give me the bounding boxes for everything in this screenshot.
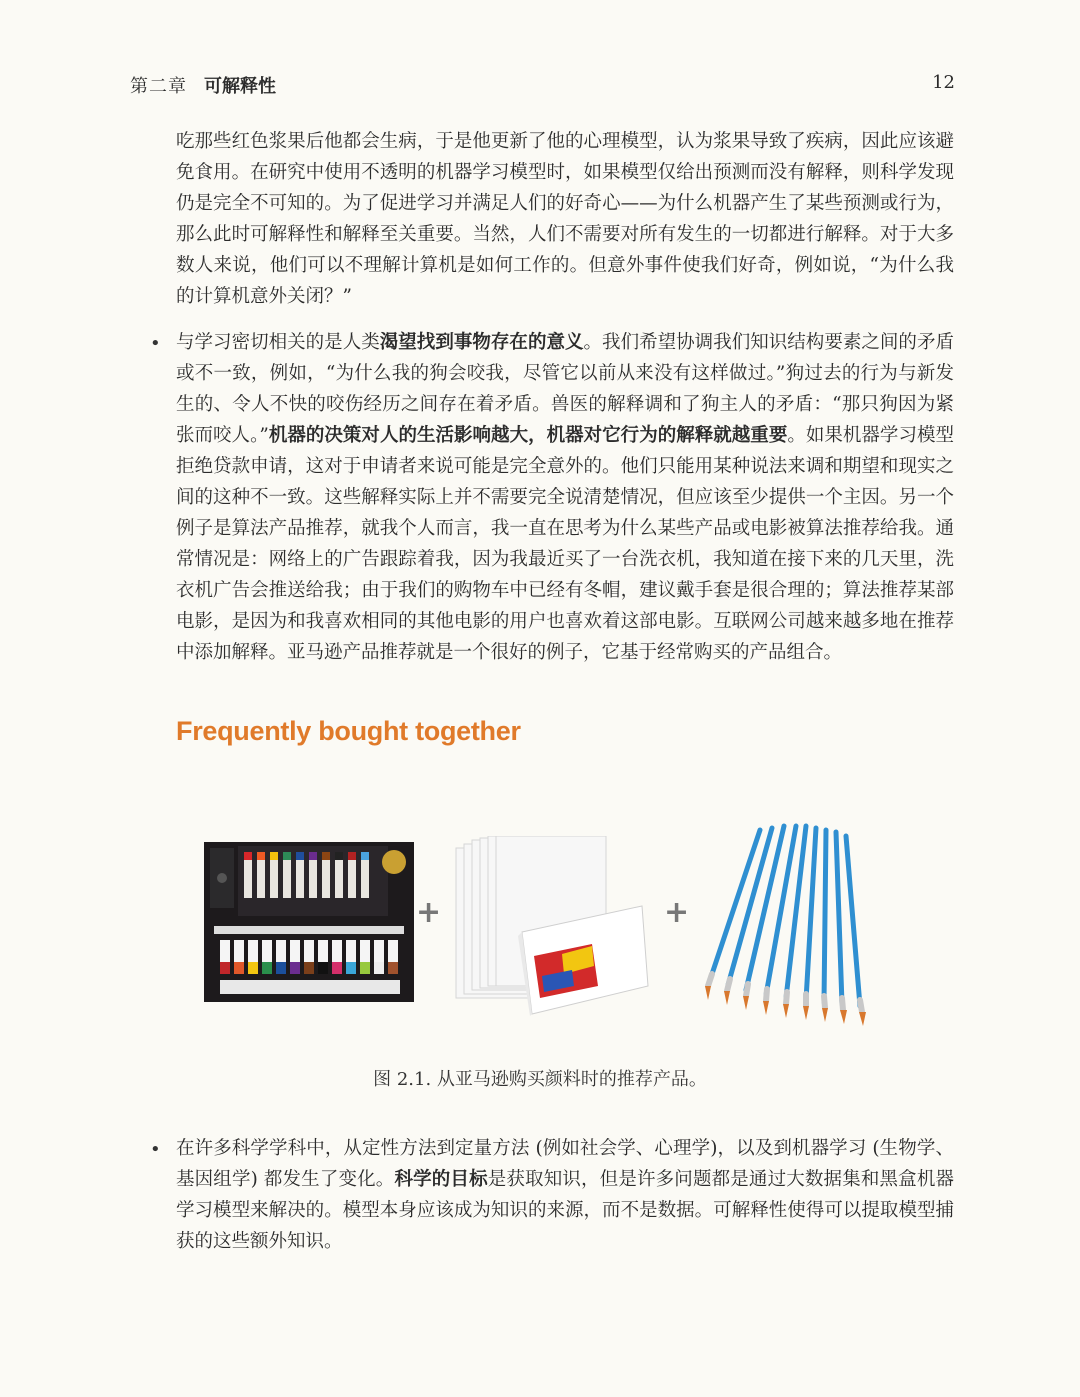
running-header [130, 72, 955, 102]
plus-sign-2: + [664, 895, 690, 930]
chapter-label: 第二章 [130, 76, 187, 97]
chapter-title: 可解释性 [204, 76, 276, 97]
text-run: 在许多科学学科中，从定性方法到定量方法 (例如社会学、心理学)，以及到机器学习 (生物学、基因组学) 都发生了变化。 [176, 1138, 954, 1190]
text-run: 。如果机器学习模型拒绝贷款申请，这对于申请者来说可能是完全意外的。他们只能用某种说法来调和期望和现实之间的这种不一致。这些解释实际上并不需要完全说清楚情况，但应该至少提供一个主因。另一个例子是算法产品推荐，就我个人而言，我一直在思考为什么某些产品或电影被算法推荐给我。通常情况是：网络上的广告跟踪着我，因为我最近买了一台洗衣机，我知道在接下来的几天里，洗衣机广告会推送给我；由于我们的购物车中已经有冬帽，建议戴手套是很合理的；算法推荐某部电影，是因为和我喜欢相同的其他电影的用户也喜欢着这部电影。互联网公司越来越多地在推荐中添加解释。亚马逊产品推荐就是一个很好的例子，它基于经常购买的产品组合。 [176, 425, 954, 663]
bullet-marker: • [150, 333, 161, 354]
page-number: 12 [932, 72, 955, 93]
figure-caption: 图 2.1. 从亚马逊购买颜料时的推荐产品。 [373, 1069, 707, 1090]
bullet-marker: • [150, 1139, 161, 1160]
bullet-paragraph-science [176, 1133, 954, 1257]
frequently-bought-heading: Frequently bought together [176, 716, 521, 746]
bold-emphasis: 科学的目标 [394, 1169, 488, 1190]
text-run: 。我们希望协调我们知识结构要素之间的矛盾或不一致，例如，“为什么我的狗会咬我，尽管它以前从来没有这样做过。”狗过去的行为与新发生的、令人不快的咬伤经历之间存在着矛盾。兽医的解释调和了狗主人的矛盾：“那只狗因为紧张而咬人。” [176, 332, 954, 446]
bullet-paragraph-meaning [176, 327, 954, 668]
paragraph-continuation: 吃那些红色浆果后他都会生病，于是他更新了他的心理模型，认为浆果导致了疾病，因此应该避免食用。在研究中使用不透明的机器学习模型时，如果模型仅给出预测而没有解释，则科学发现仍是完全不可知的。为了促进学习并满足人们的好奇心——为什么机器产生了某些预测或行为，那么此时可解释性和解释至关重要。当然，人们不需要对所有发生的一切都进行解释。对于大多数人来说，他们可以不理解计算机是如何工作的。但意外事件使我们好奇，例如说，“为什么我的计算机意外关闭？” [176, 131, 954, 307]
paint-brushes-image [700, 820, 890, 1030]
product-bundle-figure [180, 800, 900, 1040]
bold-emphasis: 渴望找到事物存在的意义 [379, 332, 584, 353]
plus-sign-1: + [416, 895, 442, 930]
canvas-panels-image [452, 836, 652, 1016]
bold-emphasis: 机器的决策对人的生活影响越大，机器对它行为的解释就越重要 [268, 425, 788, 446]
text-run: 是获取知识，但是许多问题都是通过大数据集和黑盒机器学习模型来解决的。模型本身应该成为知识的来源，而不是数据。可解释性使得可以提取模型捕获的这些额外知识。 [176, 1169, 954, 1252]
text-run: 与学习密切相关的是人类 [176, 332, 380, 353]
paint-set-image [204, 842, 414, 1002]
